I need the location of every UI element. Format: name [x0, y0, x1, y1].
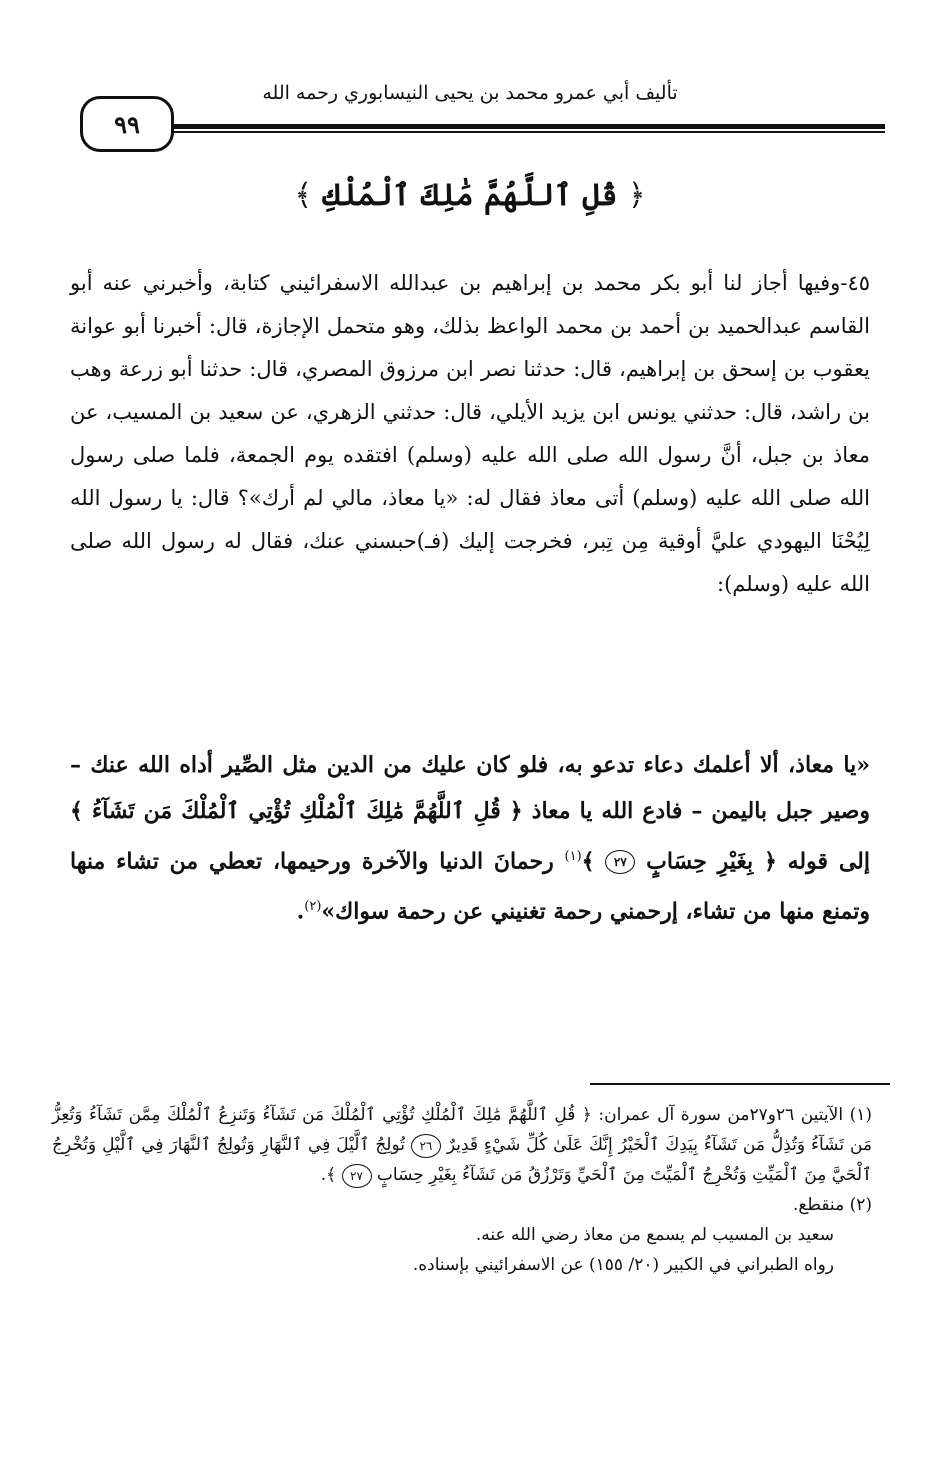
footnote-1-end: ﴾. — [320, 1165, 337, 1185]
ayah-heading — [220, 178, 720, 213]
footnote-2-line-1: سعيد بن المسيب لم يسمع من معاذ رضي الله عنه. — [475, 1225, 834, 1245]
ayah-number-marker: ٢٧ — [342, 1164, 372, 1188]
footnote-ref-2[interactable]: (٢) — [304, 899, 322, 915]
hadith-text-d: . — [296, 898, 305, 925]
footnote-1-intro: (١) الآيتين ٢٦و٢٧من سورة آل عمران: ﴿ قُلِ ٱللَّهُمَّ مَٰلِكَ ٱلْمُلْكِ تُؤْتِي ٱلْمُلْكَ مَن تَشَآءُ وَتَنزِعُ ٱلْمُلْكَ مِمَّن تَشَآءُ وَتُعِزُّ مَن تَشَآءُ وَتُذِلُّ مَن تَشَآءُ بِيَدِكَ ٱلْخَيْرُ إِنَّكَ عَلَىٰ كُلِّ شَيْءٍ قَدِيرٌ — [52, 1105, 873, 1155]
hadith-isnad-paragraph: ٤٥-وفيها أجاز لنا أبو بكر محمد بن إبراهيم بن عبدالله الاسفرائيني كتابة، وأخبرني عنه أبو القاسم عبدالحميد بن أحمد بن محمد الواعظ بذلك، وهو متحمل الإجازة، قال: أخبرنا أبو عوانة يعقوب بن إسحق بن إبراهيم، قال: حدثنا نصر ابن مرزوق المصري، قال: حدثنا أبو زرعة وهب بن راشد، قال: حدثني يونس ابن يزيد الأيلي، قال: حدثني الزهري، عن سعيد بن المسيب، عن معاذ بن جبل، أنَّ رسول الله صلى الله عليه (وسلم) افتقده يوم الجمعة، فلما صلى رسول الله صلى الله عليه (وسلم) أتى معاذ فقال له: «يا معاذ، مالي لم أرك»؟ قال: يا رسول الله لِيُحْنَا اليهودي عليَّ أوقية مِن تِبر، فخرجت إليك (فـ)حبسني عنك، فقال له رسول الله صلى الله عليه (وسلم): — [70, 271, 870, 596]
ornament-bracket-close: ﴾ — [294, 178, 313, 213]
ayah-number-marker: ٢٧ — [605, 850, 635, 874]
hadith-text-a: «يا معاذ، ألا أعلمك دعاء تدعو به، فلو كان عليك من الدين مثل الصِّير أداه الله عنك – وصير جبل باليمن – فادع الله يا معاذ ﴿ قُلِ ٱللَّهُمَّ مَٰلِكَ ٱلْمُلْكِ تُؤْتِي ٱلْمُلْكَ مَن تَشَآءُ ﴾ إلى قوله ﴿ بِغَيْرِ حِسَابٍ — [70, 752, 870, 875]
footnote-2-label: (٢) منقطع. — [792, 1195, 872, 1215]
footnotes — [52, 1100, 872, 1280]
heading-text: قُلِ ٱللَّهُمَّ مَٰلِكَ ٱلْمُلْكِ — [322, 178, 618, 213]
hadith-text-c: رحمانَ الدنيا والآخرة ورحيمها، تعطي من تشاء منها وتمنع منها من تشاء، إرحمني رحمة تغنيني عن رحمة سواك» — [70, 848, 870, 925]
footnote-1 — [52, 1100, 872, 1190]
ayah-number-marker: ٢٦ — [411, 1134, 441, 1158]
header-rule-thin — [162, 131, 885, 133]
footnote-2-line-2: رواه الطبراني في الكبير (٢٠/ ١٥٥) عن الاسفرائيني بإسناده. — [412, 1255, 834, 1275]
page-number: ٩٩ — [80, 96, 174, 152]
hadith-text-b: ﴾ — [581, 848, 595, 875]
header-rule-thick — [162, 124, 885, 129]
footnote-divider — [590, 1083, 890, 1085]
footnote-ref-1[interactable]: (١) — [564, 849, 582, 864]
footnote-1-mid: تُولِجُ ٱلَّيْلَ فِي ٱلنَّهَارِ وَتُولِجُ ٱلنَّهَارَ فِي ٱلَّيْلِ وَتُخْرِجُ ٱلْحَيَّ مِنَ ٱلْمَيِّتِ وَتُخْرِجُ ٱلْمَيِّتَ مِنَ ٱلْحَيِّ وَتَرْزُقُ مَن تَشَآءُ بِغَيْرِ حِسَابٍ — [52, 1135, 872, 1185]
ornament-bracket-open: ﴿ — [627, 178, 646, 213]
running-title: تأليف أبي عمرو محمد بن يحيى النيسابوري رحمه الله — [262, 82, 678, 104]
hadith-text-paragraph — [70, 742, 870, 935]
